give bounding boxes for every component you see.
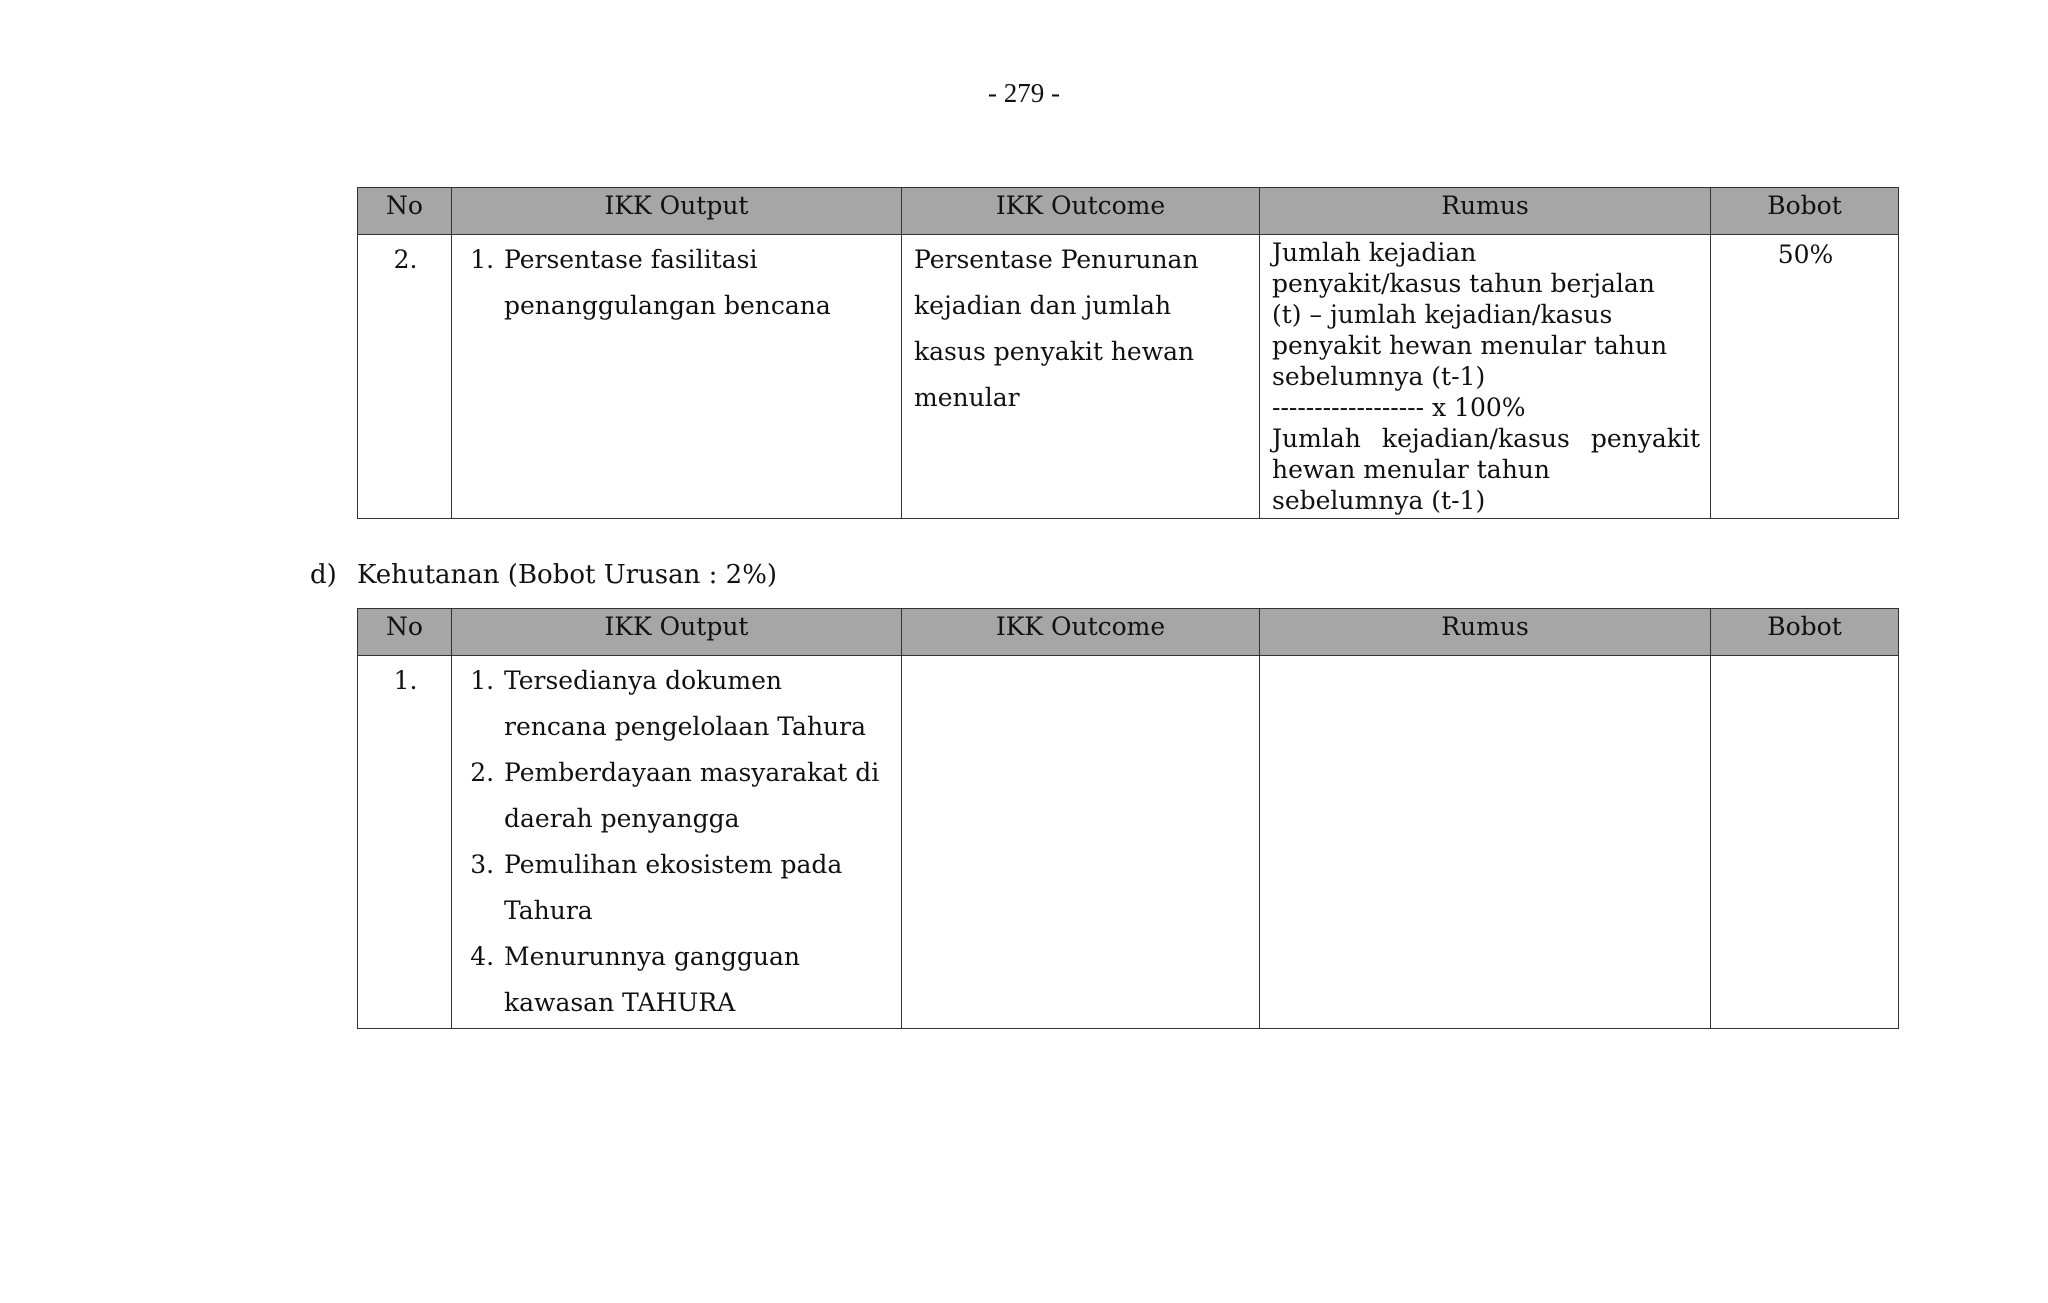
header-no: No (358, 609, 452, 656)
header-rumus: Rumus (1260, 188, 1711, 235)
cell-rumus (1260, 235, 1711, 519)
list-item: 2. Pemberdayaan masyarakat di daerah penyangga (502, 750, 891, 842)
section-label: d) (310, 560, 337, 590)
header-ikk-output: IKK Output (452, 609, 902, 656)
cell-ikk-output (452, 235, 902, 519)
table-header-row (358, 609, 1899, 656)
cell-bobot (1711, 656, 1899, 1029)
rumus-line: penyakit/kasus tahun berjalan (1272, 269, 1655, 298)
header-ikk-outcome: IKK Outcome (902, 609, 1260, 656)
cell-ikk-outcome (902, 656, 1260, 1029)
cell-no: 1. (358, 656, 452, 1029)
ikk-table-2 (357, 608, 1899, 1029)
rumus-line: Jumlah kejadian/kasus penyakit hewan menular tahun (1272, 424, 1700, 484)
rumus-line: ------------------ x 100% (1272, 393, 1526, 422)
cell-bobot: 50% (1711, 235, 1899, 519)
cell-rumus (1260, 656, 1711, 1029)
cell-ikk-outcome: Persentase Penurunan kejadian dan jumlah kasus penyakit hewan menular (902, 235, 1260, 519)
output-list (464, 658, 891, 1026)
header-no: No (358, 188, 452, 235)
ikk-table-1 (357, 187, 1899, 519)
table-header-row (358, 188, 1899, 235)
rumus-line: sebelumnya (t-1) (1272, 486, 1486, 515)
header-rumus: Rumus (1260, 609, 1711, 656)
page-number: - 279 - (988, 78, 1060, 108)
table-row (358, 235, 1899, 519)
header-ikk-outcome: IKK Outcome (902, 188, 1260, 235)
cell-ikk-output (452, 656, 902, 1029)
rumus-line: sebelumnya (t-1) (1272, 362, 1486, 391)
rumus-line: Jumlah kejadian (1272, 238, 1477, 267)
output-list (464, 237, 891, 329)
rumus-line: penyakit hewan menular tahun (1272, 331, 1668, 360)
rumus-line: (t) – jumlah kejadian/kasus (1272, 300, 1613, 329)
cell-no: 2. (358, 235, 452, 519)
header-bobot: Bobot (1711, 609, 1899, 656)
list-item: 1. Persentase fasilitasi penanggulangan bencana (502, 237, 891, 329)
table-row (358, 656, 1899, 1029)
header-ikk-output: IKK Output (452, 188, 902, 235)
list-item: 1. Tersedianya dokumen rencana pengelolaan Tahura (502, 658, 891, 750)
header-bobot: Bobot (1711, 188, 1899, 235)
section-title: Kehutanan (Bobot Urusan : 2%) (357, 560, 778, 590)
section-heading-kehutanan (310, 560, 777, 590)
list-item: 4. Menurunnya gangguan kawasan TAHURA (502, 934, 891, 1026)
list-item: 3. Pemulihan ekosistem pada Tahura (502, 842, 891, 934)
